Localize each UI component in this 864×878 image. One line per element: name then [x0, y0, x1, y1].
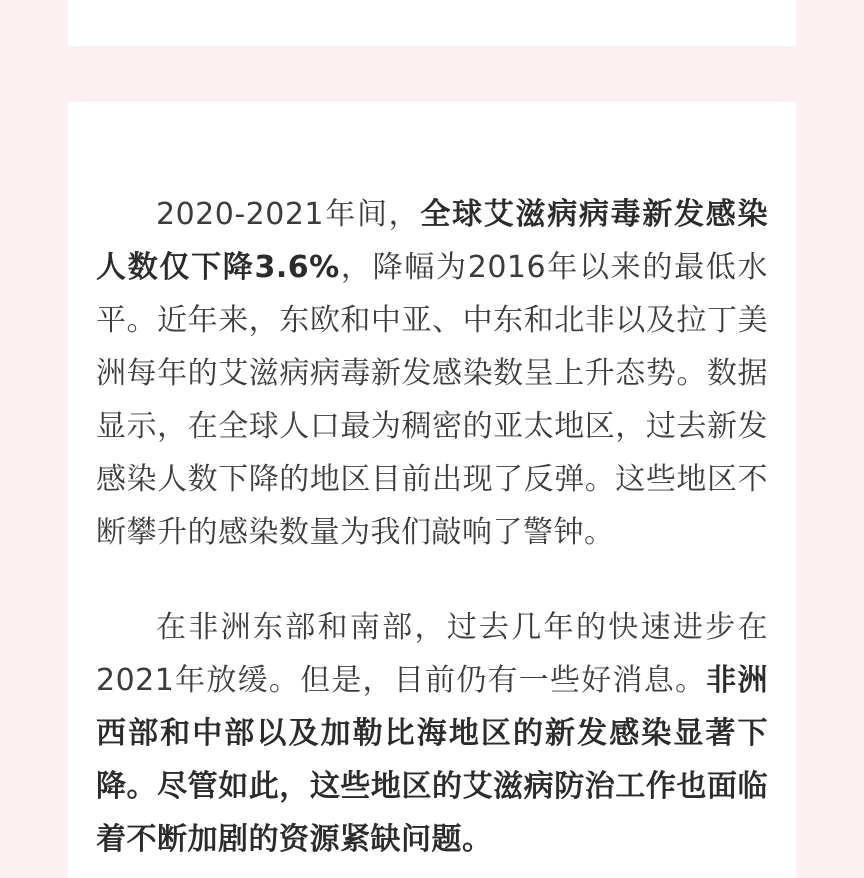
top-pink-band: [68, 47, 796, 102]
top-white-band: [68, 0, 796, 47]
right-margin-strip: [796, 0, 864, 878]
paragraph-1: [96, 188, 768, 559]
paragraph-2-run-1: 在非洲东部和南部，过去几年的快速进步在2021年放缓。但是，目前仍有一些好消息。: [96, 610, 768, 698]
article-content: [68, 102, 796, 878]
left-margin-strip: [0, 0, 68, 878]
paragraph-1-run-1: 2020-2021年间，: [156, 197, 421, 232]
article-body: [68, 102, 796, 866]
paragraph-1-run-2-bold: 全球艾滋病病毒新发感染人数仅下降3.6%: [96, 197, 768, 285]
paragraph-1-run-3: ，降幅为2016年以来的最低水平。近年来，东欧和中亚、中东和北非以及拉丁美洲每年的艾滋病病毒新发感染数呈上升态势。数据显示，在全球人口最为稠密的亚太地区，过去新发感染人数下降的地区目前出现了反弹。这些地区不断攀升的感染数量为我们敲响了警钟。: [96, 250, 768, 550]
paragraph-2-run-2-bold: 非洲西部和中部以及加勒比海地区的新发感染显著下降。尽管如此，这些地区的艾滋病防治工作也面临着不断加剧的资源紧缺问题。: [96, 663, 768, 857]
paragraph-2: [96, 601, 768, 866]
